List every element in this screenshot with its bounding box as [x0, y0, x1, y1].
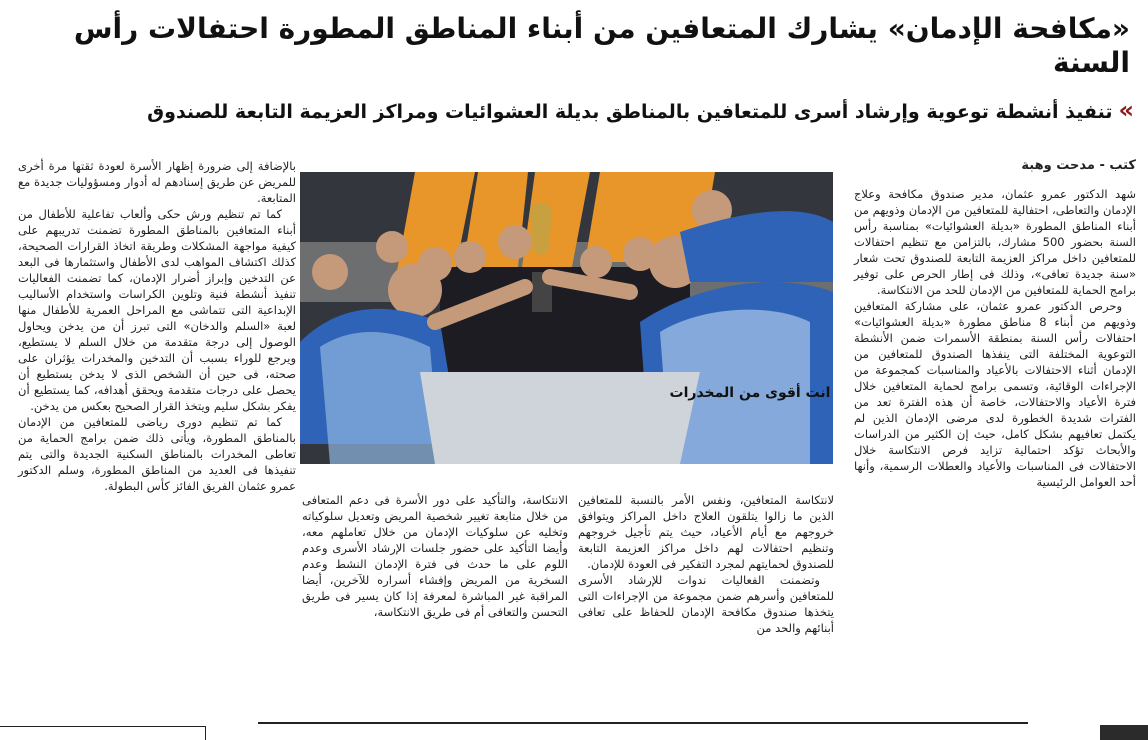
bottom-divider [258, 722, 1028, 724]
article-photo [300, 172, 833, 464]
paragraph: كما تم تنظيم دورى رياضى للمتعافين من الإدمان بالمناطق المطورة، ويأتى ذلك ضمن برامج الحماية من تعاطى المخدرات بالمناطق السكنية الجديدة والتى يتم تنفيذها فى العديد من المناطق المطورة، وسلم الدكتور عمرو عثمان الفريق الفائز كأس البطولة. [18, 415, 296, 493]
trophy-icon [530, 203, 552, 255]
paragraph: وتضمنت الفعاليات ندوات للإرشاد الأسرى للمتعافين وأسرهم ضمن مجموعة من الإجراءات التى يتخذها صندوق مكافحة الإدمان للحفاظ على تعافى أبنائهم والحد من [578, 573, 834, 635]
paragraph: الانتكاسة، والتأكيد على دور الأسرة فى دعم المتعافى من خلال متابعة تغيير شخصية المريض وتعديل سلوكياته وتخليه عن سلوكيات الإدمان من خلال تعاملهم معه، وأيضا التأكيد على حضور جلسات الإرشاد الأسرى وعدم اللوم على ما حدث فى فترة الإدمان النشط وعدم السخرية من المريض وإفشاء أسراره للآخرين، أيضا المراقبة غير المباشرة لمعرفة إذا كان يسير فى طريق التحسن والتعافى أم فى طريق الانتكاسة، [302, 493, 568, 619]
byline: كتب - مدحت وهبة [1021, 158, 1136, 173]
paragraph: شهد الدكتور عمرو عثمان، مدير صندوق مكافحة وعلاج الإدمان والتعاطى، احتفالية للمتعافين من الإدمان وذويهم من أبناء المناطق المطورة «بديلة العشوائيات» بمناسبة رأس السنة بحضور 500 مشارك، بالتزامن مع تنظيم احتفالات للمتعافين داخل مراكز العزيمة التابعة للصندوق تحت شعار «سنة جديدة تعافى»، وذلك فى إطار الحرص على توفير برامج الحماية للمتعافين من الإدمان للحد من الانتكاسة. [854, 187, 1136, 297]
trophy-celebration-image [300, 172, 833, 464]
column-middle-right [578, 492, 834, 636]
subheadline-text: تنفيذ أنشطة توعوية وإرشاد أسرى للمتعافين بالمناطق بديلة العشوائيات ومراكز العزيمة التابعة للصندوق [147, 101, 1113, 123]
paragraph: كما تم تنظيم ورش حكى وألعاب تفاعلية للأطفال من أبناء المتعافين بالمناطق المطورة تضمنت تدريبهم على كيفية مواجهة المشكلات وطريقة اتخاذ القرارات الصحيحة، كذلك اكتشاف المواهب لدى الأطفال واستثمارها فى البعد عن التدخين وإبراز أضرار الإدمان، كما تضمنت الفعاليات تنفيذ أنشطة فنية وتلوين الكراسات واستخدام الأساليب الإبداعية التى تتماشى مع المراحل العمرية للأطفال منها لعبة «السلم والدخان» التى تبرز أن من يدخن ويحاول الوصول إلى درجة متقدمة من خلال السلم لا يستطيع، ويرجع للوراء بسبب أن التدخين والمخدرات يؤثران على صحته، فى حين أن الشخص الذى لا يدخن يستطيع أن يحصل على درجات متقدمة ويحقق أهدافه، كما يستطيع أن يفكر بشكل سليم ويتخذ القرار الصحيح بعكس من يدخن. [18, 207, 296, 413]
column-left [18, 158, 296, 494]
paragraph: لانتكاسة المتعافين، ونفس الأمر بالنسبة للمتعافين الذين ما زالوا يتلقون العلاج داخل المراكز ويتوافق خروجهم مع أيام الأعياد، حيث يتم تأجيل خروجهم وتنظيم احتفالات لهم داخل مراكز العزيمة التابعة للصندوق لحمايتهم لمجرد التفكير فى العودة للإدمان. [578, 493, 834, 571]
subheadline [20, 98, 1134, 124]
jersey-text: انت أقوى من المخدرات [669, 385, 831, 401]
headline: «مكافحة الإدمان» يشارك المتعافين من أبناء المناطق المطورة احتفالات رأس السنة [73, 12, 1130, 79]
bottom-right-mark [1100, 725, 1148, 740]
column-middle-left [302, 492, 568, 620]
column-right [854, 158, 1136, 490]
double-chevron-icon: » [1118, 96, 1134, 124]
paragraph: وحرص الدكتور عمرو عثمان، على مشاركة المتعافين وذويهم من أبناء 8 مناطق مطورة «بديلة العشوائيات» احتفالات رأس السنة بمنطقة الأسمرات ضمن الأنشطة التوعوية المختلفة التى ينفذها الصندوق للمتعافين من الإدمان أثناء الاحتفالات بالأعياد والمناسبات كمجموعة من الإجراءات الوقائية، وتسمى برامج لحماية المتعافين خلال فترة الأعياد والاحتفالات، خاصة أن هذه الفترة تعد من الفترات شديدة الخطورة لدى مرضى الإدمان الذين لم يكتمل تعافيهم بشكل كامل، حيث إن الكثير من الدراسات والأبحاث تؤكد احتمالية تزايد فرص الانتكاسة خلال الاحتفالات فى المناسبات والأعياد والعطلات الرسمية، وأنها أحد العوامل الرئيسية [854, 299, 1136, 489]
bottom-box [0, 726, 206, 740]
paragraph: بالإضافة إلى ضرورة إظهار الأسرة لعودة ثقتها مرة أخرى للمريض عن طريق إسنادهم له أدوار ومسؤوليات جديدة مع المتابعة. [18, 159, 296, 205]
